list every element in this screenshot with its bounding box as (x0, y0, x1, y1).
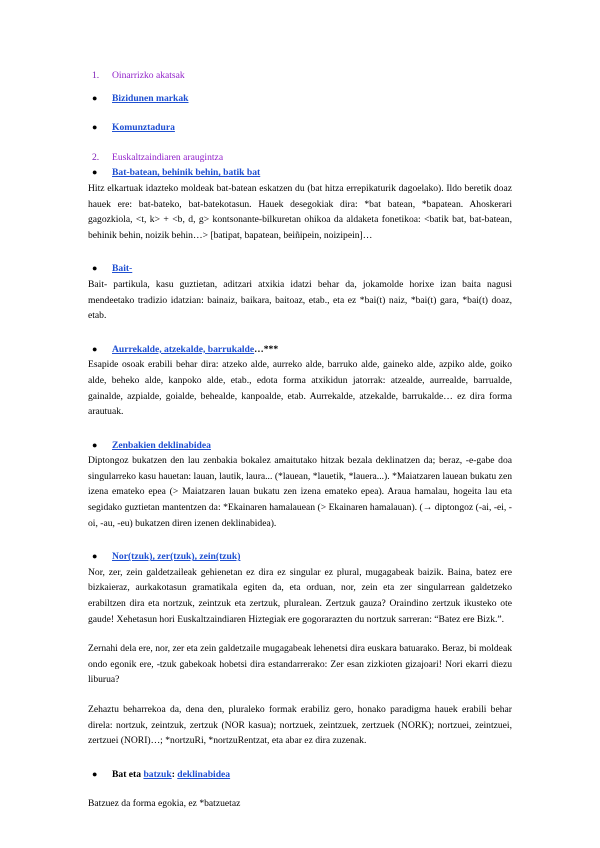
paragraph-bat-batean: Hitz elkartuak idazteko moldeak bat-batean eskatzen du (bat hitza errepikaturik dagoelako). Ildo beretik doaz hauek ere: bat-bateko, bat-batekotasun. Hauek desegokiak dira: *bat batean, *bapatean. Ahoskerari gagozkiola, <t, k> + <b, d, g> kontsonante-bilkuretan ohikoa da aldaketa fonetikoa: <batik bat, bat-batean, behinik behin, noizik behin…> [batipat, bapatean, beiñipein, noizipein]… (88, 182, 512, 241)
bullet-bat-eta-batzuk (92, 767, 512, 783)
link-deklinabidea[interactable]: deklinabidea (177, 768, 231, 780)
paragraph-bait: Bait- partikula, kasu guztietan, aditzari atxikia idatzi behar da, jokamolde horixe izan baita nagusi mendeetako tradizio idatzian: bainaiz, baikara, baitoaz, etab., eta ez *bai(t) naiz, *bai(t) gara, *bai(t) doaz, etab. (88, 278, 512, 322)
bullet-icon: ● (92, 92, 98, 103)
bullet-icon: ● (92, 263, 98, 274)
paragraph-nortzuk-3: Zehaztu beharrekoa da, dena den, pluraleko formak erabiliz gero, honako paradigma hauek erabili behar direla: nortzuk, zeintzuk, zertzuk (NOR kasua); nortzuek, zeintzuek, zertzuek (NORK); nortzuei, zeintzuei, zertzuei (NORI)…; *nortzuRi, *nortzuRentzat, eta abar ez dira zuzenak. (88, 704, 512, 747)
link-batzuk[interactable]: batzuk (143, 768, 172, 780)
section-title: Euskaltzaindiaren araugintza (112, 151, 224, 163)
document-body (88, 68, 512, 812)
bullet-zenbakien-deklinabidea (92, 438, 512, 454)
paragraph-aurrekalde: Esapide osoak erabili behar dira: atzeko alde, aurreko alde, barruko alde, gaineko alde, azpiko alde, goiko alde, beheko alde, kanpoko alde, etab., edota forma atxikidun jatorrak: atzealde, aurrealde, barrualde, gainalde, azpialde, goialde, behealde, kanpoalde, etab. Aurrekalde, atzekalde, barrukalde… ez dira forma arautuak. (88, 359, 512, 418)
section-number: 1. (92, 70, 100, 81)
paragraph-nortzuk-2: Zernahi dela ere, nor, zer eta zein galdetzaile mugagabeak lehenetsi dira euskara batuarako. Beraz, bi moldeak ondo egonik ere, -tzuk gabekoak hobetsi dira estandarrerako: Zer esan zizkioten gizajoari! Nori ekarri diezu liburua? (88, 643, 512, 686)
bullet-suffix: …*** (254, 343, 279, 355)
link-aurrekalde[interactable]: Aurrekalde, atzekalde, barrukalde (112, 343, 255, 355)
link-nortzuk[interactable]: Nor(tzuk), zer(tzuk), zein(tzuk) (112, 551, 241, 563)
paragraph-zenbakien-deklinabidea: Diptongoz bukatzen den lau zenbakia bokalez amaitutako hitzak bezala deklinatzen da; beraz, -e-gabe doa singularreko kasu hauetan: lauan, lautik, laura... (*lauean, *lauetik, *lauera...). *Maiatzaren lauean bukatu zen izena emateko epea (> Maiatzaren lauan bukatu zen izena emateko epea). Araua hamalau, hogeita lau eta segidako guztietan mantentzen da: *Ekainaren hamalauean (> Ekainaren hamalauan). (→ diptongoz (-ai, -ei, -oi, -au, -eu) bukatzen diren izenen deklinabidea). (88, 455, 512, 529)
paragraph-batzuez: Batzuez da forma egokia, ez *batzuetaz (88, 798, 241, 810)
bullet-icon: ● (92, 122, 98, 133)
bullet-nortzuk (92, 549, 512, 565)
bullet-icon: ● (92, 551, 98, 562)
bullet-icon: ● (92, 439, 98, 450)
link-bizidunen-markak[interactable]: Bizidunen markak (112, 92, 189, 104)
bullet-bizidunen-markak (92, 91, 512, 107)
bullet-bait (92, 261, 512, 277)
link-bait[interactable]: Bait- (112, 263, 133, 275)
bullet-icon: ● (92, 167, 98, 178)
section-number: 2. (92, 151, 100, 163)
bullet-aurrekalde (92, 342, 512, 358)
bullet-icon: ● (92, 343, 98, 354)
link-bat-batean[interactable]: Bat-batean, behinik behin, batik bat (112, 167, 261, 179)
paragraph-nortzuk-1: Nor, zer, zein galdetzaileak gehienetan ez dira ez singular ez plural, mugagabeak baizik. Baina, batez ere bizkaieraz, aurkakotasun gramatikala egiten da, eta orduan, nor, zein eta zer singularrean galdetzeko erabiltzen dira eta nortzuk, zeintzuk eta zertzuk, pluralean. Zertzuk gauza? Oraindino zertzuk ikusteko ote gaude! Xehetasun hori Euskaltzaindiaren Hiztegiak ere gogorarazten du nortzuk sarreran: “Batez ere Bizk.”. (88, 566, 512, 625)
bullet-icon: ● (92, 768, 98, 779)
section-heading-2 (92, 150, 512, 166)
bullet-komunztadura (92, 120, 512, 136)
bullet-separator: : (171, 768, 178, 780)
bullet-prefix: Bat eta (112, 768, 144, 780)
link-komunztadura[interactable]: Komunztadura (112, 122, 175, 134)
bullet-bat-batean (92, 165, 512, 181)
link-zenbakien-deklinabidea[interactable]: Zenbakien deklinabidea (112, 439, 211, 451)
section-title: Oinarrizko akatsak (112, 70, 185, 81)
section-heading-1 (92, 68, 512, 84)
